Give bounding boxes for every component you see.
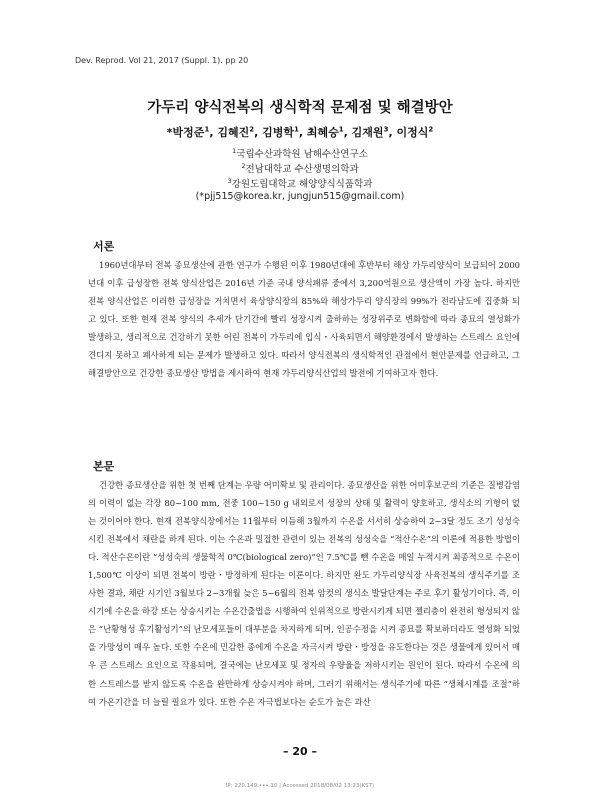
page-number: – 20 – (283, 745, 317, 758)
contact-email: (*pjj515@korea.kr, jungjun515@gmail.com) (195, 191, 405, 202)
affiliation: $^3$강원도립대학교 해양양식식품학과 (227, 176, 373, 190)
paper-title: 가두리 양식전복의 생식학적 문제점 및 해결방안 (147, 100, 453, 116)
section-heading-body: 본문 (93, 460, 115, 473)
section-heading-intro: 서론 (93, 240, 115, 253)
author: 최혜승$^1$ (306, 125, 344, 139)
access-footer: IP: 220.149.•••.10 | Accessed 2018/08/02 13:23(KST) (225, 783, 375, 789)
author-list: *박정준$^1$, 김혜진$^2$, 김병학$^1$, 최혜승$^1$, 김재원$^3$, 이정식$^2$ (166, 125, 434, 139)
author: 김혜진$^2$ (217, 125, 255, 139)
author: 김재원$^3$ (351, 125, 389, 139)
author: *박정준$^1$ (166, 125, 210, 139)
author: 김병학$^1$ (262, 125, 299, 139)
author: 이정식$^2$ (396, 125, 434, 139)
body-paragraph: 건강한 종묘생산을 위한 첫 번째 단계는 우량 어미확보 및 관리이다. 종묘생산을 위한 어미후보군의 기준은 질병감염의 이력이 없는 각장 80~100 mm, 전중 100~150 g 내외로서 성장의 상태 및 활력이 양호하고, 생식소의 기형이 없는 것이어야 한다. 현재 전복양식장에서는 11월부터 이듬해 3월까지 수온을 서서히 상승하여 2~3달 정도 조기 성성숙시킨 전복에서 채란을 하게 된다. 이는 수온과 밀접한 관련이 있는 전복의 성성숙을 “적산수온”의 이론에 적용한 방법이다. 적산수온이란 “성성숙의 생물학적 0℃(biological zero)”인 7.5℃를 뺀 수온을 매일 누적시켜 최종적으로 수온이 1,500℃ 이상이 되면 전복이 방란・방정하게 된다는 이론이다. 하지만 완도 가두리양식장 사육전복의 생식주기를 조사한 결과, 채란 시기인 3월보다 2~3개월 늦은 5~6월의 전복 암컷의 생식소 발달단계는 주로 후기 활성기이다. 즉, 이 시기에 수온을 하강 또는 상승시키는 수온간출법을 시행하여 인위적으로 방란시키게 되면 젤리층이 완전히 형성되지 않은 “난황형성 후기활성기”의 난모세포들이 대부분을 차지하게 되며, 인공수정을 시켜 종묘를 확보하더라도 열성화 되었을 가망성이 매우 높다. 또한 수온에 민감한 종에게 수온을 자극시켜 방란・방정을 유도한다는 것은 생물에게 있어서 매우 큰 스트레스 요인으로 작용되며, 결국에는 난모세포 및 정자의 우량율을 저하시키는 원인이 된다. 따라서 수온에 의한 스트레스를 받지 않도록 수온을 완만하게 상승시켜야 하며, 그러기 위해서는 생식주기에 따른 “생체시계를 조절”하여 가온기간을 더 늘릴 필요가 있다. 또한 수온 자극법보다는 순도가 높은 과산 (88, 480, 520, 707)
affiliation: $^2$전남대학교 수산생명의학과 (241, 161, 359, 175)
intro-paragraph: 1960년대부터 전복 종묘생산에 관한 연구가 수행된 이후 1980년대에 후반부터 해상 가두리양식이 보급되어 2000년대 이후 급성장한 전복 양식산업은 2016년 기준 국내 양식패류 중에서 3,200억원으로 생산액이 가장 높다. 하지만 전복 양식산업은 이러한 급성장을 거치면서 육상양식장의 85%와 해상가두리 양식장의 99%가 전라남도에 집중화 되고 있다. 또한 현재 전복 양식의 추세가 단기간에 빨리 성장시켜 출하하는 성장위주로 변화함에 따라 종묘의 열성화가 발생하고, 생리적으로 건강하기 못한 어린 전복이 가두리에 입식・사육되면서 해양환경에서 발생하는 스트레스 요인에 견디지 못하고 폐사하게 되는 문제가 발생하고 있다. 따라서 양식전복의 생식학적인 관점에서 현안문제를 언급하고, 그 해결방안으로 건강한 종묘생산 방법을 제시하여 현재 가두리양식산업의 발전에 기여하고자 한다. (88, 260, 520, 379)
affiliation: $^1$국립수산과학원 남해수산연구소 (232, 146, 368, 160)
journal-header: Dev. Reprod. Vol 21, 2017 (Suppl. 1). pp 20 (75, 56, 249, 65)
